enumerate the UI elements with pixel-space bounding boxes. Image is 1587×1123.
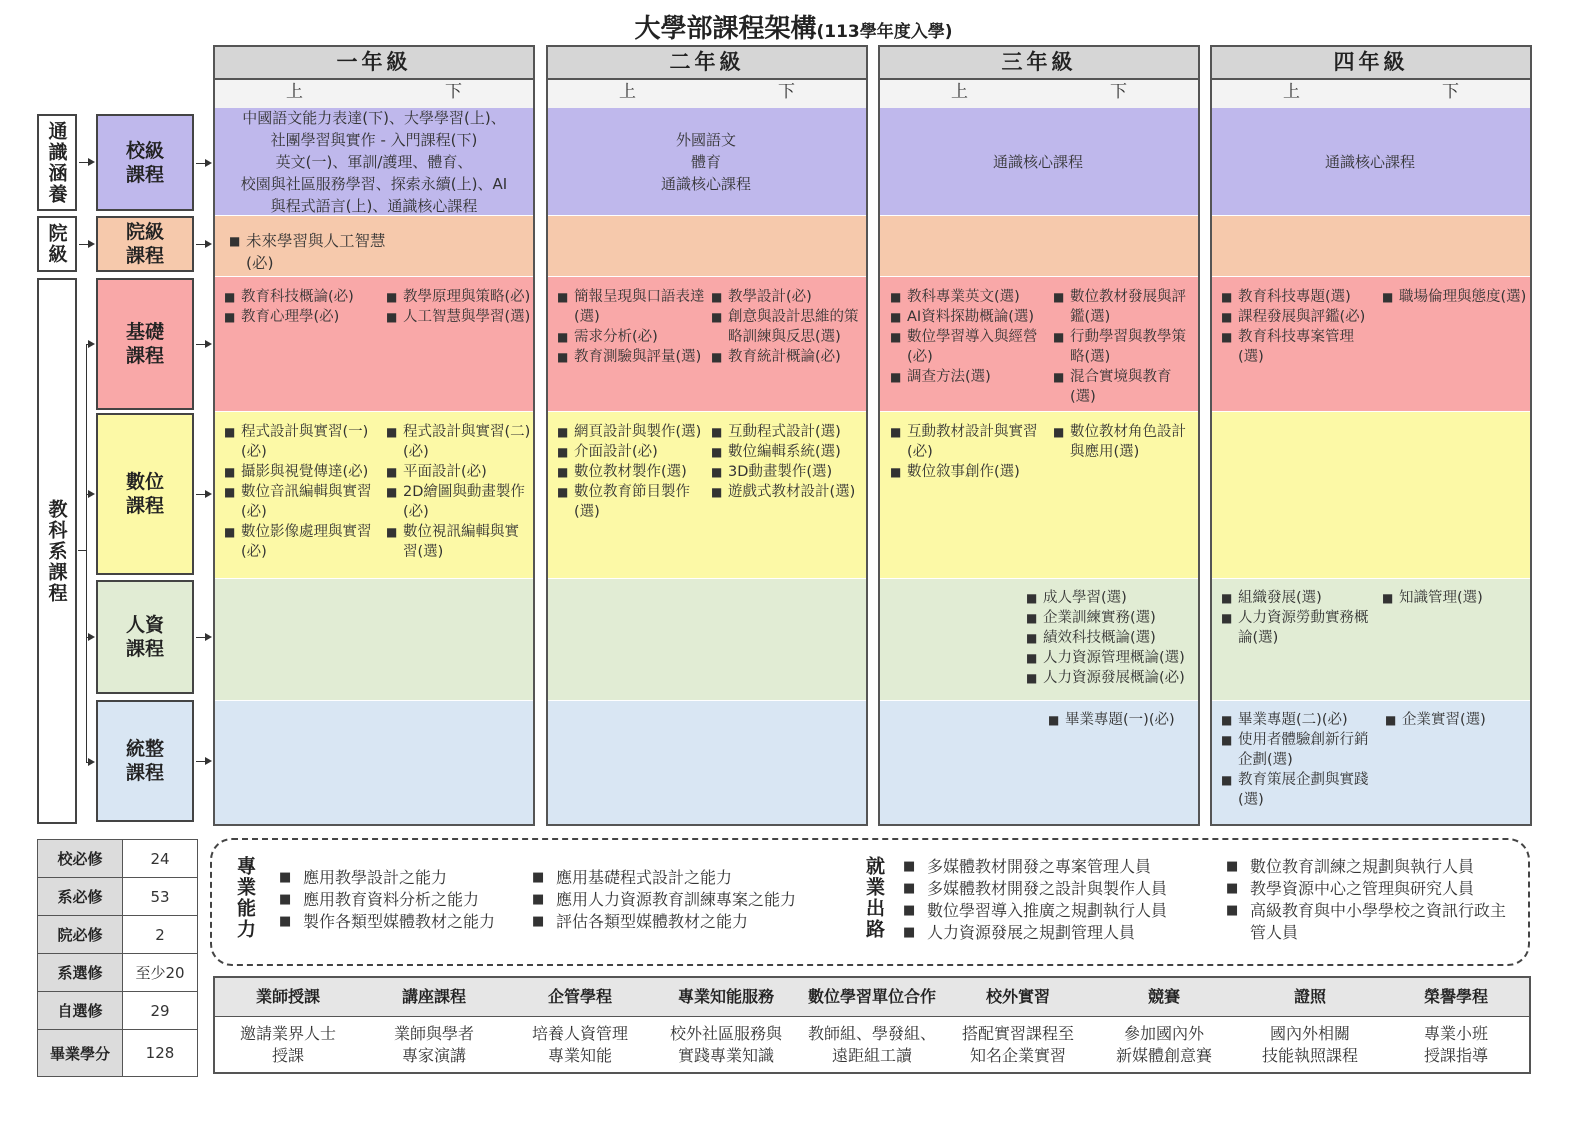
support-table (213, 976, 1531, 1074)
course-item: ■ 人力資源發展概論(必) (1026, 668, 1194, 688)
course-item: ■ 企業訓練實務(選) (1026, 608, 1194, 628)
year-header-4: 四年級 (1210, 45, 1532, 80)
course-list (1053, 422, 1193, 462)
course-item: ■ 職場倫理與態度(選) (1382, 287, 1527, 307)
support-desc-line: 專家演講 (401, 1046, 466, 1065)
course-item: ■ 教育測驗與評量(選) (557, 347, 705, 367)
credit-value: 29 (123, 992, 198, 1030)
semester-second: 下 (1110, 82, 1127, 102)
bullet-item: ■ 多媒體教材開發之專案管理人員 (903, 856, 1221, 878)
support-desc-line: 授課 (271, 1046, 304, 1065)
course-list (711, 287, 861, 367)
credits-table (37, 839, 198, 1077)
course-list (1048, 710, 1196, 730)
row-arrow-basic (196, 344, 210, 345)
support-heading: 榮譽學程 (1423, 987, 1488, 1006)
course-item: ■ 數位教材製作(選) (557, 462, 707, 482)
credit-type: 校必修 (38, 840, 123, 878)
row-label-text-college: 院級課程 (125, 221, 164, 267)
credit-value: 2 (123, 916, 198, 954)
support-desc-line: 國內外相關 (1269, 1024, 1350, 1043)
row-label-text-hr: 人資課程 (125, 614, 164, 660)
support-desc (1237, 1023, 1383, 1067)
support-desc-line: 專業小班 (1423, 1024, 1488, 1043)
bullet-list (532, 867, 852, 933)
course-item: ■ 平面設計(必) (386, 462, 531, 482)
support-desc (799, 1023, 945, 1067)
credit-type: 系選修 (38, 954, 123, 992)
support-desc-line: 遠距組工讀 (831, 1046, 912, 1065)
support-desc-line: 邀請業界人士 (239, 1024, 336, 1043)
credits-row (38, 992, 198, 1030)
course-list (890, 422, 1040, 482)
course-list (386, 287, 531, 327)
credit-value: 128 (123, 1030, 198, 1077)
course-item: ■ 教學設計(必) (711, 287, 861, 307)
bullet-list (1226, 856, 1521, 944)
semester-second: 下 (1442, 82, 1459, 102)
semester-second: 下 (445, 82, 462, 102)
course-item: ■ 需求分析(必) (557, 327, 705, 347)
course-item: ■ 簡報呈現與口語表達(選) (557, 287, 705, 327)
row-label-digital (96, 413, 194, 575)
course-item: ■ 數位影像處理與實習(必) (224, 522, 376, 562)
course-list (386, 422, 531, 562)
bullet-item: ■ 製作各類型媒體教材之能力 (279, 911, 529, 933)
credit-type: 畢業學分 (38, 1030, 123, 1077)
course-item: ■ 行動學習與教學策略(選) (1053, 327, 1193, 367)
course-item: ■ 教學原理與策略(必) (386, 287, 531, 307)
course-item: ■ 教育心理學(必) (224, 307, 374, 327)
bullet-item: ■ 教學資源中心之管理與研究人員 (1226, 878, 1521, 900)
row-arrow-digital (196, 494, 210, 495)
row-label-text-school: 校級課程 (125, 139, 164, 186)
course-line: 中國語文能力表達(下)、大學學習(上)、 (242, 109, 506, 127)
support-desc (1383, 1023, 1529, 1067)
course-list (1026, 588, 1194, 688)
year-header-1: 一年級 (213, 45, 535, 80)
course-item: ■ 網頁設計與製作(選) (557, 422, 707, 442)
row-label-text-digital: 數位課程 (125, 471, 164, 517)
support-desc (1091, 1023, 1237, 1067)
course-item: ■ 介面設計(必) (557, 442, 707, 462)
course-item: ■ 3D動畫製作(選) (711, 462, 864, 482)
course-line: 通識核心課程 (992, 153, 1083, 171)
careers-label: 就業出路 (863, 856, 885, 940)
course-item: ■ 績效科技概論(選) (1026, 628, 1194, 648)
bullet-item: ■ 數位教育訓練之規劃與執行人員 (1226, 856, 1521, 878)
course-line: 通識核心課程 (1324, 153, 1415, 171)
course-item: ■ 數位教育節目製作(選) (557, 482, 707, 522)
row-label-integrated (96, 700, 194, 822)
row-label-basic (96, 278, 194, 410)
group-arrow-college (79, 244, 93, 245)
support-desc-line: 培養人資管理 (531, 1024, 628, 1043)
support-desc-line: 教師組、學發組、 (807, 1024, 936, 1043)
group-arrow-general (79, 162, 93, 163)
course-list (557, 422, 707, 522)
course-line: 社團學習與實作 - 入門課程(下) (270, 131, 478, 149)
semester-first: 上 (286, 82, 303, 102)
course-item: ■ 教科專業英文(選) (890, 287, 1050, 307)
row-label-school (96, 114, 194, 211)
course-item: ■ 創意與設計思維的策略訓練與反思(選) (711, 307, 861, 347)
course-item: ■ 教育策展企劃與實踐(選) (1221, 770, 1371, 810)
dept-bracket-stem (78, 550, 86, 551)
title-main: 大學部課程架構 (634, 14, 817, 44)
support-desc-line: 授課指導 (1423, 1046, 1488, 1065)
course-item: ■ 人力資源管理概論(選) (1026, 648, 1194, 668)
year-header-3: 三年級 (878, 45, 1200, 80)
bullet-item: ■ 多媒體教材開發之設計與製作人員 (903, 878, 1221, 900)
course-item: ■ 教育科技概論(必) (224, 287, 374, 307)
course-item: ■ 數位音訊編輯與實習(必) (224, 482, 376, 522)
support-desc (507, 1023, 653, 1067)
course-item: ■ 企業實習(選) (1385, 710, 1530, 730)
bullet-list (279, 867, 529, 933)
semester-first: 上 (951, 82, 968, 102)
bullet-item: ■ 應用教學設計之能力 (279, 867, 529, 889)
dept-group-text: 教科系課程 (45, 498, 68, 604)
semester-second: 下 (778, 82, 795, 102)
course-list (557, 287, 705, 367)
bullet-item: ■ 應用教育資料分析之能力 (279, 889, 529, 911)
bullet-item: ■ 數位學習導入推廣之規劃執行人員 (903, 900, 1221, 922)
course-item: ■ 數位編輯系統(選) (711, 442, 864, 462)
credits-row (38, 916, 198, 954)
course-item: ■ 攝影與視覺傳達(必) (224, 462, 376, 482)
dept-arrow-3 (86, 637, 93, 638)
course-line: 校園與社區服務學習、探索永續(上)、AI (240, 175, 508, 193)
abilities-label: 專業能力 (234, 856, 256, 940)
course-block (1212, 110, 1528, 214)
dept-group-label (37, 278, 77, 824)
course-item: ■ 數位教材發展與評鑑(選) (1053, 287, 1193, 327)
course-item: ■ 程式設計與實習(二)(必) (386, 422, 531, 462)
course-item: ■ 數位學習導入與經營(必) (890, 327, 1050, 367)
course-item: ■ AI資料探勘概論(選) (890, 307, 1050, 327)
general-group-text: 通識涵養 (45, 120, 68, 205)
course-item: ■ 畢業專題(二)(必) (1221, 710, 1371, 730)
row-arrow-college (196, 244, 210, 245)
title-sub: (113學年度入學) (816, 22, 953, 42)
dept-arrow-4 (86, 762, 93, 763)
general-group-label (37, 114, 77, 211)
credit-type: 系必修 (38, 878, 123, 916)
semester-first: 上 (619, 82, 636, 102)
support-heading: 競賽 (1147, 987, 1180, 1006)
course-item: ■ 知識管理(選) (1382, 588, 1527, 608)
course-list (1053, 287, 1193, 407)
course-item: ■ 未來學習與人工智慧(必) (229, 230, 399, 274)
support-heading: 專業知能服務 (677, 987, 774, 1006)
support-heading: 校外實習 (985, 987, 1050, 1006)
support-body-row (215, 1017, 1529, 1073)
course-item: ■ 2D繪圖與動畫製作(必) (386, 482, 531, 522)
course-item: ■ 數位敘事創作(選) (890, 462, 1040, 482)
semester-first: 上 (1283, 82, 1300, 102)
row-arrow-integrated (196, 761, 210, 762)
support-header-row (215, 978, 1529, 1017)
support-desc-line: 業師與學者 (393, 1024, 474, 1043)
course-item: ■ 教育科技專題(選) (1221, 287, 1371, 307)
course-list (1385, 710, 1530, 730)
course-line: 體育 (690, 153, 721, 171)
credit-value: 53 (123, 878, 198, 916)
course-line: 英文(一)、軍訓/護理、體育、 (275, 153, 473, 171)
course-item: ■ 混合實境與教育(選) (1053, 367, 1193, 407)
support-desc-line: 搭配實習課程至 (961, 1024, 1074, 1043)
support-desc-line: 參加國內外 (1123, 1024, 1204, 1043)
college-group-text: 院級 (45, 223, 68, 265)
support-desc-line: 新媒體創意賽 (1115, 1046, 1212, 1065)
row-label-text-integrated: 統整課程 (125, 738, 164, 784)
support-desc-line: 校外社區服務與 (669, 1024, 782, 1043)
course-list (1221, 588, 1371, 648)
course-list (711, 422, 864, 502)
credit-value: 至少20 (123, 954, 198, 992)
course-list (1221, 710, 1371, 810)
course-item: ■ 數位教材角色設計與應用(選) (1053, 422, 1193, 462)
course-item: ■ 數位視訊編輯與實習(選) (386, 522, 531, 562)
support-desc (945, 1023, 1091, 1067)
course-block (548, 110, 864, 214)
support-desc (361, 1023, 507, 1067)
course-list (229, 230, 399, 274)
support-heading: 企管學程 (547, 987, 612, 1006)
course-list (224, 422, 376, 562)
credit-type: 自選修 (38, 992, 123, 1030)
support-desc-line: 技能執照課程 (1261, 1046, 1358, 1065)
course-item: ■ 人力資源勞動實務概論(選) (1221, 608, 1371, 648)
course-list (1221, 287, 1371, 367)
row-arrow-hr (196, 637, 210, 638)
course-item: ■ 畢業專題(一)(必) (1048, 710, 1196, 730)
bullet-item: ■ 人力資源發展之規劃管理人員 (903, 922, 1221, 944)
support-desc-line: 知名企業實習 (969, 1046, 1066, 1065)
dept-bracket-line (86, 344, 87, 762)
support-desc (215, 1023, 361, 1067)
course-line: 外國語文 (675, 131, 736, 149)
course-block (216, 110, 532, 214)
support-desc-line: 專業知能 (547, 1046, 612, 1065)
course-item: ■ 遊戲式教材設計(選) (711, 482, 864, 502)
support-desc (653, 1023, 799, 1067)
course-item: ■ 人工智慧與學習(選) (386, 307, 531, 327)
credit-type: 院必修 (38, 916, 123, 954)
page-title (0, 8, 1587, 45)
support-heading: 證照 (1293, 987, 1326, 1006)
course-list (1382, 287, 1527, 307)
course-item: ■ 組織發展(選) (1221, 588, 1371, 608)
row-label-text-basic: 基礎課程 (125, 321, 164, 367)
bullet-item: ■ 高級教育與中小學學校之資訊行政主管人員 (1226, 900, 1521, 944)
credits-row (38, 1030, 198, 1077)
credits-row (38, 954, 198, 992)
course-list (1382, 588, 1527, 608)
bullet-list (903, 856, 1221, 944)
course-item: ■ 互動程式設計(選) (711, 422, 864, 442)
year-header-2: 二年級 (546, 45, 868, 80)
support-heading: 業師授課 (255, 987, 320, 1006)
row-arrow-school (196, 163, 210, 164)
course-item: ■ 教育統計概論(必) (711, 347, 861, 367)
support-heading: 講座課程 (401, 987, 466, 1006)
credits-row (38, 840, 198, 878)
course-item: ■ 成人學習(選) (1026, 588, 1194, 608)
support-heading: 數位學習單位合作 (807, 987, 936, 1006)
college-group-label (37, 216, 77, 272)
course-item: ■ 程式設計與實習(一)(必) (224, 422, 376, 462)
course-list (224, 287, 374, 327)
course-item: ■ 課程發展與評鑑(必) (1221, 307, 1371, 327)
bullet-item: ■ 評估各類型媒體教材之能力 (532, 911, 852, 933)
credit-value: 24 (123, 840, 198, 878)
course-item: ■ 教育科技專案管理(選) (1221, 327, 1371, 367)
course-item: ■ 使用者體驗創新行銷企劃(選) (1221, 730, 1371, 770)
dept-arrow-2 (86, 494, 93, 495)
row-label-college (96, 216, 194, 272)
credits-row (38, 878, 198, 916)
course-line: 與程式語言(上)、通識核心課程 (270, 197, 478, 215)
course-item: ■ 互動教材設計與實習(必) (890, 422, 1040, 462)
support-desc-line: 實踐專業知識 (677, 1046, 774, 1065)
course-item: ■ 調查方法(選) (890, 367, 1050, 387)
course-block (880, 110, 1196, 214)
dept-arrow-1 (86, 344, 93, 345)
bullet-item: ■ 應用基礎程式設計之能力 (532, 867, 852, 889)
bullet-item: ■ 應用人力資源教育訓練專案之能力 (532, 889, 852, 911)
row-label-hr (96, 580, 194, 694)
course-list (890, 287, 1050, 387)
course-line: 通識核心課程 (660, 175, 751, 193)
